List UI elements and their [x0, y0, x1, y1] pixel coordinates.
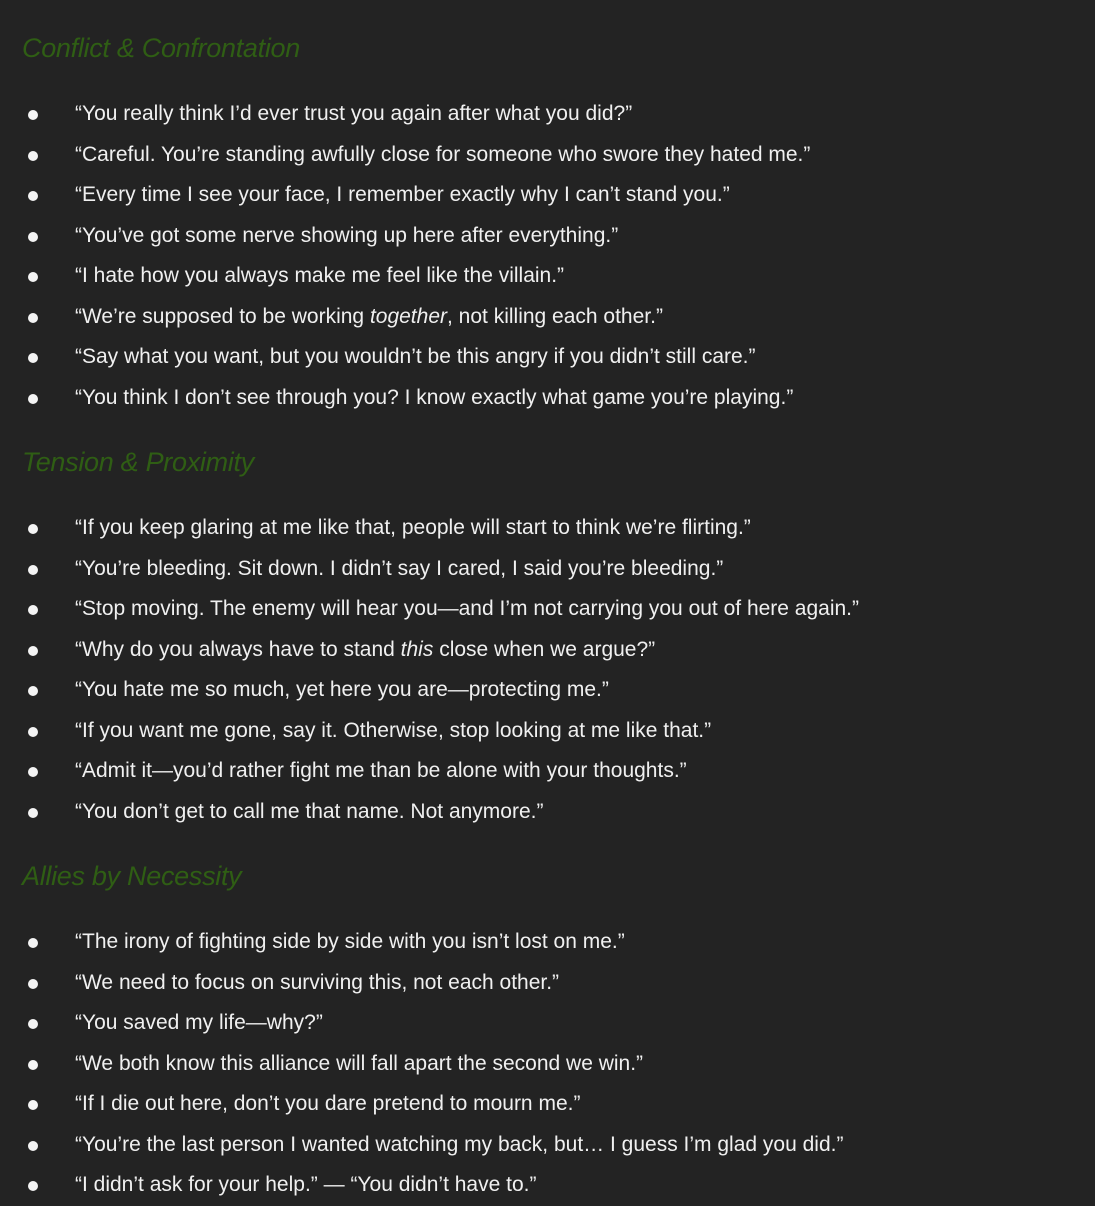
quote-text — [75, 305, 663, 328]
list-item — [0, 670, 1095, 711]
bullet-icon — [28, 565, 38, 575]
quote-text — [75, 638, 655, 661]
bullet-icon — [28, 232, 38, 242]
quote-text: “You’ve got some nerve showing up here after everything.” — [75, 223, 619, 247]
list-item — [0, 94, 1095, 135]
bullet-icon — [28, 1181, 38, 1191]
quote-text: “We need to focus on surviving this, not each other.” — [75, 970, 560, 994]
bullet-icon — [28, 1019, 38, 1029]
bullet-icon — [28, 394, 38, 404]
emphasized-word: this — [400, 637, 434, 661]
list-item — [0, 1125, 1095, 1166]
bullet-icon — [28, 646, 38, 656]
bullet-icon — [28, 191, 38, 201]
list-item — [0, 630, 1095, 671]
quote-text: “You’re bleeding. Sit down. I didn’t say I cared, I said you’re bleeding.” — [75, 556, 724, 580]
section-tension — [0, 442, 1095, 832]
quote-text: “The irony of fighting side by side with you isn’t lost on me.” — [75, 930, 625, 953]
quote-text: “You saved my life—why?” — [75, 1011, 323, 1034]
quote-text: “You really think I’d ever trust you again after what you did?” — [75, 102, 633, 125]
quote-text: “I hate how you always make me feel like the villain.” — [75, 264, 565, 287]
bullet-icon — [28, 524, 38, 534]
quote-list — [0, 508, 1095, 832]
section-conflict — [0, 28, 1095, 418]
quote-text: “Stop moving. The enemy will hear you—and I’m not carrying you out of here again.” — [75, 597, 860, 620]
list-item — [0, 1084, 1095, 1125]
section-title: Conflict & Confrontation — [22, 33, 300, 63]
list-item — [0, 792, 1095, 833]
bullet-icon — [28, 686, 38, 696]
section-title: Tension & Proximity — [22, 447, 254, 477]
quote-text: “Admit it—you’d rather fight me than be alone with your thoughts.” — [75, 759, 687, 782]
quote-text: “If you want me gone, say it. Otherwise, stop looking at me like that.” — [75, 718, 712, 742]
list-item — [0, 1165, 1095, 1206]
list-item — [0, 508, 1095, 549]
list-item — [0, 922, 1095, 963]
section-allies — [0, 856, 1095, 1206]
quote-text: “If I die out here, don’t you dare pretend to mourn me.” — [75, 1092, 581, 1115]
bullet-icon — [28, 151, 38, 161]
list-item — [0, 135, 1095, 176]
list-item — [0, 1044, 1095, 1085]
quote-text: “You don’t get to call me that name. Not anymore.” — [75, 799, 544, 823]
bullet-icon — [28, 979, 38, 989]
quote-text: “If you keep glaring at me like that, people will start to think we’re flirting.” — [75, 516, 751, 539]
quote-text: “I didn’t ask for your help.” — “You didn’t have to.” — [75, 1173, 537, 1196]
list-item — [0, 963, 1095, 1004]
quote-text-part: “We’re supposed to be working — [75, 304, 370, 328]
list-item — [0, 751, 1095, 792]
quote-text: “You think I don’t see through you? I know exactly what game you’re playing.” — [75, 385, 794, 409]
bullet-icon — [28, 353, 38, 363]
list-item — [0, 1003, 1095, 1044]
list-item — [0, 216, 1095, 257]
list-item — [0, 297, 1095, 338]
quote-text-part: close when we argue?” — [433, 637, 656, 661]
quote-text: “Say what you want, but you wouldn’t be this angry if you didn’t still care.” — [75, 345, 756, 368]
list-item — [0, 256, 1095, 297]
section-title: Allies by Necessity — [22, 861, 242, 891]
bullet-icon — [28, 938, 38, 948]
quote-text: “You hate me so much, yet here you are—protecting me.” — [75, 678, 609, 701]
emphasized-word: together — [369, 304, 447, 328]
bullet-icon — [28, 605, 38, 615]
list-item — [0, 589, 1095, 630]
quote-text: “You’re the last person I wanted watching my back, but… I guess I’m glad you did.” — [75, 1132, 844, 1156]
bullet-icon — [28, 808, 38, 818]
bullet-icon — [28, 1100, 38, 1110]
bullet-icon — [28, 767, 38, 777]
bullet-icon — [28, 1060, 38, 1070]
quote-list — [0, 94, 1095, 418]
bullet-icon — [28, 1141, 38, 1151]
list-item — [0, 711, 1095, 752]
bullet-icon — [28, 313, 38, 323]
quote-text: “We both know this alliance will fall apart the second we win.” — [75, 1051, 644, 1075]
bullet-icon — [28, 727, 38, 737]
list-item — [0, 378, 1095, 419]
quote-text-part: “Why do you always have to stand — [75, 637, 401, 661]
list-item — [0, 549, 1095, 590]
bullet-icon — [28, 110, 38, 120]
quote-text: “Careful. You’re standing awfully close for someone who swore they hated me.” — [75, 142, 811, 166]
quote-list — [0, 922, 1095, 1206]
quote-text: “Every time I see your face, I remember exactly why I can’t stand you.” — [75, 183, 730, 206]
bullet-icon — [28, 272, 38, 282]
quote-text-part: , not killing each other.” — [447, 304, 663, 328]
list-item — [0, 175, 1095, 216]
list-item — [0, 337, 1095, 378]
